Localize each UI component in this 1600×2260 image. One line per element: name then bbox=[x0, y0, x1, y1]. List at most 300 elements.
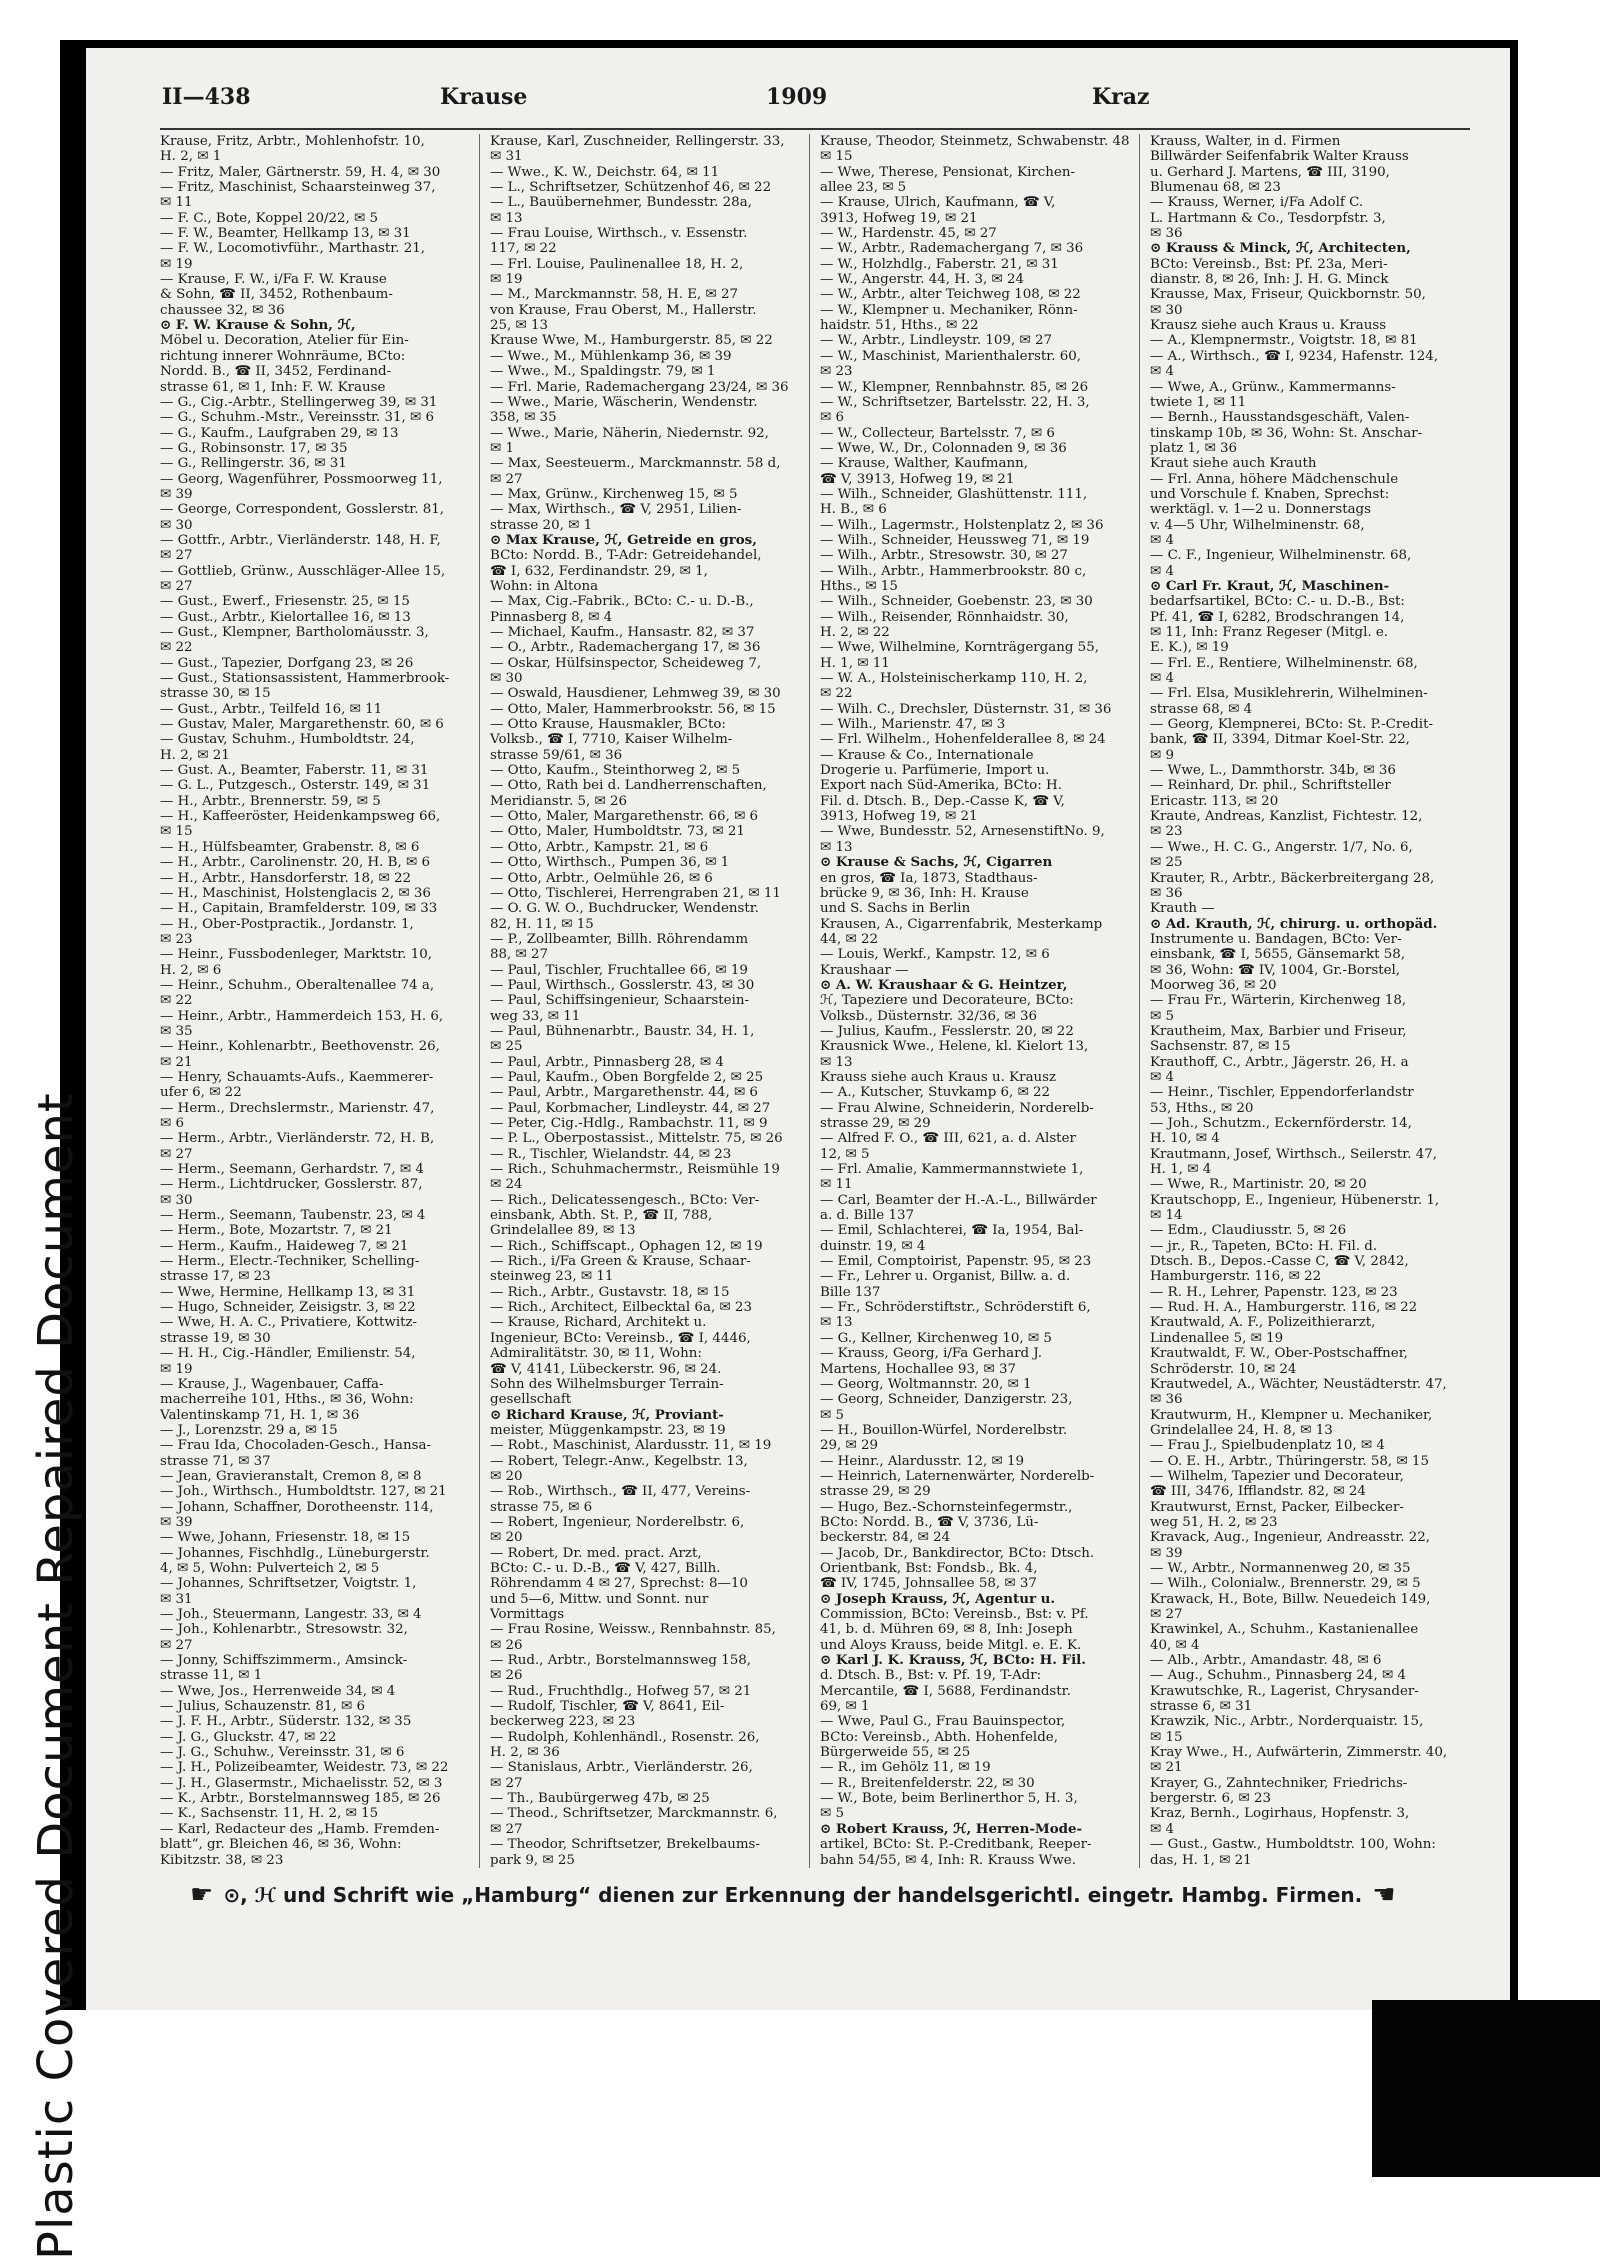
directory-entry-line: dianstr. 8, ✉ 26, Inh: J. H. G. Minck bbox=[1150, 272, 1389, 288]
directory-entry-line: von Krause, Frau Oberst, M., Hallerstr. bbox=[490, 302, 757, 318]
directory-entry-line: — G., Schuhm.-Mstr., Vereinsstr. 31, ✉ 6 bbox=[160, 410, 435, 426]
directory-entry-line: strasse 20, ✉ 1 bbox=[490, 517, 593, 533]
directory-entry-line: & Sohn, ☎ II, 3452, Rothenbaum- bbox=[160, 287, 393, 303]
directory-entry-line: Kraut siehe auch Krauth bbox=[1150, 456, 1317, 472]
directory-entry-line: ✉ 24 bbox=[490, 1177, 523, 1193]
directory-entry-line: strasse 29, ✉ 29 bbox=[820, 1484, 931, 1500]
directory-entry-line: — Johann, Schaffner, Dorotheenstr. 114, bbox=[160, 1499, 434, 1515]
directory-entry-line: — J. H., Glasermstr., Michaelisstr. 52, ✉ 3 bbox=[160, 1775, 443, 1791]
directory-entry-line: ✉ 27 bbox=[160, 1637, 193, 1653]
directory-entry-line: — W., Bote, beim Berlinerthor 5, H. 3, bbox=[820, 1791, 1078, 1807]
directory-entry-line: ✉ 4 bbox=[1150, 1069, 1174, 1085]
directory-entry-line: — Louis, Werkf., Kampstr. 12, ✉ 6 bbox=[820, 947, 1050, 963]
directory-entry-line: ⊙ Carl Fr. Kraut, ℋ, Maschinen- bbox=[1150, 577, 1390, 594]
directory-entry-line: — Wilh., Arbtr., Stresowstr. 30, ✉ 27 bbox=[820, 548, 1068, 564]
edge-label-strip bbox=[0, 840, 84, 2260]
directory-entry-line: ufer 6, ✉ 22 bbox=[160, 1085, 242, 1101]
directory-entry-line: — Gust., Ewerf., Friesenstr. 25, ✉ 15 bbox=[160, 594, 410, 610]
directory-entry-line: — Krauss, Werner, i/Fa Adolf C. bbox=[1150, 195, 1364, 211]
directory-entry-line: — Max, Grünw., Kirchenweg 15, ✉ 5 bbox=[490, 486, 738, 502]
directory-entry-line: — W., Arbtr., Normannenweg 20, ✉ 35 bbox=[1150, 1560, 1411, 1576]
directory-entry-line: — Otto, Wirthsch., Pumpen 36, ✉ 1 bbox=[490, 855, 730, 871]
directory-entry-line: u. Gerhard J. Martens, ☎ III, 3190, bbox=[1150, 164, 1390, 180]
directory-entry-line: ✉ 4 bbox=[1150, 671, 1174, 687]
directory-entry-line: Krautmann, Josef, Wirthsch., Seilerstr. 47, bbox=[1150, 1146, 1438, 1162]
directory-entry-line: — G., Rellingerstr. 36, ✉ 31 bbox=[160, 456, 347, 472]
directory-entry-line: Schröderstr. 10, ✉ 24 bbox=[1150, 1361, 1297, 1377]
directory-entry-line: Krautwurm, H., Klempner u. Mechaniker, bbox=[1150, 1407, 1433, 1423]
directory-entry-line: E. K.), ✉ 19 bbox=[1150, 640, 1229, 656]
directory-entry-line: — Herm., Seemann, Taubenstr. 23, ✉ 4 bbox=[160, 1208, 426, 1224]
directory-entry-line: — Karl, Redacteur des „Hamb. Fremden- bbox=[160, 1821, 440, 1837]
directory-entry-line: ✉ 39 bbox=[1150, 1545, 1183, 1561]
directory-entry-line: — Frl. E., Rentiere, Wilhelminenstr. 68, bbox=[1150, 655, 1418, 671]
directory-columns bbox=[160, 134, 1470, 1868]
directory-entry-line: Drogerie u. Parfümerie, Import u. bbox=[820, 763, 1050, 779]
directory-entry-line: — Heinr., Kohlenarbtr., Beethovenstr. 26, bbox=[160, 1039, 440, 1055]
directory-entry-line: — Krause, Walther, Kaufmann, bbox=[820, 456, 1028, 472]
directory-entry-line: — Carl, Beamter der H.-A.-L., Billwärder bbox=[820, 1192, 1097, 1208]
directory-entry-line: ⊙ Joseph Krauss, ℋ, Agentur u. bbox=[820, 1590, 1056, 1607]
directory-entry-line: ✉ 25 bbox=[490, 1039, 523, 1055]
directory-entry-line: — Peter, Cig.-Hdlg., Rambachstr. 11, ✉ 9 bbox=[490, 1116, 768, 1131]
directory-entry-line: H. B., ✉ 6 bbox=[820, 502, 887, 518]
directory-entry-line: ✉ 13 bbox=[820, 1054, 853, 1070]
directory-entry-line: — H., Bouillon-Würfel, Norderelbstr. bbox=[820, 1422, 1068, 1438]
directory-entry-line: ✉ 4 bbox=[1150, 563, 1174, 579]
directory-entry-line: — Otto, Tischlerei, Herrengraben 21, ✉ 11 bbox=[490, 885, 781, 901]
directory-entry-line: — Heinr., Schuhm., Oberaltenallee 74 a, bbox=[160, 977, 435, 993]
directory-entry-line: BCto: Nordd. B., ☎ V, 3736, Lü- bbox=[820, 1514, 1039, 1530]
directory-entry-line: ✉ 4 bbox=[1150, 364, 1174, 380]
directory-entry-line: — Julius, Kaufm., Fesslerstr. 20, ✉ 22 bbox=[820, 1023, 1074, 1039]
directory-entry-line: Kray Wwe., H., Aufwärterin, Zimmerstr. 40, bbox=[1150, 1745, 1448, 1761]
directory-entry-line: ☎ V, 3913, Hofweg 19, ✉ 21 bbox=[820, 471, 1015, 487]
directory-entry-line: ✉ 35 bbox=[160, 1023, 193, 1039]
directory-entry-line: — Robert, Dr. med. pract. Arzt, bbox=[490, 1545, 702, 1561]
directory-entry-line: ⊙ Krause & Sachs, ℋ, Cigarren bbox=[820, 854, 1053, 871]
directory-entry-line: ✉ 15 bbox=[160, 824, 193, 840]
directory-entry-line: — Frl. Wilhelm., Hohenfelderallee 8, ✉ 24 bbox=[820, 732, 1106, 748]
directory-entry-line: — Otto, Arbtr., Kampstr. 21, ✉ 6 bbox=[490, 839, 709, 855]
directory-entry-line: Dtsch. B., Depos.-Casse C, ☎ V, 2842, bbox=[1150, 1254, 1409, 1270]
directory-entry-line: — Rich., Architect, Eilbecktal 6a, ✉ 23 bbox=[490, 1300, 752, 1316]
directory-entry-line: — Georg, Wagenführer, Possmoorweg 11, bbox=[160, 471, 443, 487]
directory-entry-line: — Wilh., Schneider, Goebenstr. 23, ✉ 30 bbox=[820, 594, 1093, 610]
directory-entry-line: — Wilh., Schneider, Heussweg 71, ✉ 19 bbox=[820, 532, 1090, 548]
directory-entry-line: — Rich., Delicatessengesch., BCto: Ver- bbox=[490, 1192, 760, 1208]
directory-entry-line: — Wwe., K. W., Deichstr. 64, ✉ 11 bbox=[490, 164, 720, 180]
directory-entry-line: ✉ 26 bbox=[490, 1668, 523, 1684]
directory-entry-line: 4, ✉ 5, Wohn: Pulverteich 2, ✉ 5 bbox=[160, 1560, 380, 1576]
directory-entry-line: H. 2, ✉ 1 bbox=[160, 149, 222, 165]
directory-entry-line: — Johannes, Fischhdlg., Lüneburgerstr. bbox=[160, 1545, 430, 1561]
directory-entry-line: — Gottfr., Arbtr., Vierländerstr. 148, H. F, bbox=[160, 532, 441, 548]
directory-entry-line: — Bernh., Hausstandsgeschäft, Valen- bbox=[1150, 410, 1410, 426]
directory-entry-line: Hamburgerstr. 116, ✉ 22 bbox=[1150, 1269, 1322, 1285]
directory-entry-line: ✉ 20 bbox=[490, 1530, 523, 1546]
directory-entry-line: park 9, ✉ 25 bbox=[490, 1852, 575, 1868]
directory-entry-line: — Stanislaus, Arbtr., Vierländerstr. 26, bbox=[490, 1760, 753, 1776]
directory-entry-line: — Frau Louise, Wirthsch., v. Essenstr. bbox=[490, 226, 748, 242]
directory-entry-line: Kibitzstr. 38, ✉ 23 bbox=[160, 1852, 284, 1868]
directory-entry-line: Kraute, Andreas, Kanzlist, Fichtestr. 12, bbox=[1150, 809, 1423, 825]
column-3 bbox=[820, 134, 1140, 1868]
directory-entry-line: — Frl. Louise, Paulinenallee 18, H. 2, bbox=[490, 256, 744, 272]
directory-entry-line: — Herm., Bote, Mozartstr. 7, ✉ 21 bbox=[160, 1223, 393, 1239]
directory-entry-line: Krauthoff, C., Arbtr., Jägerstr. 26, H. a bbox=[1150, 1054, 1409, 1070]
directory-entry-line: H. 10, ✉ 4 bbox=[1150, 1131, 1220, 1147]
directory-entry-line: Krawutschke, R., Lagerist, Chrysander- bbox=[1150, 1683, 1419, 1699]
directory-entry-line: bedarfsartikel, BCto: C.- u. D.-B., Bst: bbox=[1150, 594, 1405, 610]
directory-entry-line: Orientbank, Bst: Fondsb., Bk. 4, bbox=[820, 1560, 1038, 1576]
directory-entry-line: macherreihe 101, Hths., ✉ 36, Wohn: bbox=[160, 1392, 414, 1408]
directory-entry-line: — H., Maschinist, Holstenglacis 2, ✉ 36 bbox=[160, 885, 431, 901]
directory-entry-line: ✉ 23 bbox=[160, 931, 193, 947]
directory-entry-line: — Joh., Wirthsch., Humboldtstr. 127, ✉ 21 bbox=[160, 1484, 447, 1500]
directory-entry-line: — Emil, Schlachterei, ☎ Ia, 1954, Bal- bbox=[820, 1223, 1084, 1239]
directory-entry-line: — W., Klempner, Rennbahnstr. 85, ✉ 26 bbox=[820, 379, 1089, 395]
directory-entry-line: — H., Ober-Postpractik., Jordanstr. 1, bbox=[160, 916, 414, 932]
directory-entry-line: — Wwe, Paul G., Frau Bauinspector, bbox=[820, 1714, 1066, 1730]
directory-entry-line: Wohn: in Altona bbox=[490, 578, 599, 594]
directory-entry-line: Krawinkel, A., Schuhm., Kastanienallee bbox=[1150, 1622, 1419, 1638]
directory-entry-line: — Wwe, Johann, Friesenstr. 18, ✉ 15 bbox=[160, 1530, 411, 1546]
directory-entry-line: — Otto, Maler, Margarethenstr. 66, ✉ 6 bbox=[490, 809, 759, 825]
directory-entry-line: — L., Bauübernehmer, Bundesstr. 28a, bbox=[490, 195, 752, 211]
scan-dark-corner bbox=[1372, 2000, 1600, 2177]
directory-entry-line: Volksb., Düsternstr. 32/36, ✉ 36 bbox=[820, 1008, 1037, 1024]
directory-entry-line: ✉ 15 bbox=[820, 149, 853, 165]
directory-entry-line: — Herm., Electr.-Techniker, Schelling- bbox=[160, 1254, 420, 1270]
directory-entry-line: strasse 71, ✉ 37 bbox=[160, 1453, 271, 1469]
directory-entry-line: ✉ 30 bbox=[490, 671, 523, 687]
directory-entry-line: — Gustav, Schuhm., Humboldtstr. 24, bbox=[160, 732, 415, 748]
directory-entry-line: — Rud. H. A., Hamburgerstr. 116, ✉ 22 bbox=[1150, 1300, 1418, 1316]
directory-entry-line: Martens, Hochallee 93, ✉ 37 bbox=[820, 1361, 1016, 1377]
directory-entry-line: — Gust., Arbtr., Teilfeld 16, ✉ 11 bbox=[160, 701, 383, 717]
directory-entry-line: Krause, Theodor, Steinmetz, Schwabenstr. 48 bbox=[820, 134, 1130, 149]
edge-label: Plastic Covered Document Repaired Document bbox=[28, 1092, 84, 2260]
directory-entry-line: ✉ 1 bbox=[490, 440, 514, 456]
directory-entry-line: ✉ 30 bbox=[160, 517, 193, 533]
directory-entry-line: tinskamp 10b, ✉ 36, Wohn: St. Anschar- bbox=[1150, 425, 1423, 441]
directory-entry-line: Krauss, Walter, in d. Firmen bbox=[1150, 134, 1341, 149]
directory-entry-line: — Rich., Arbtr., Gustavstr. 18, ✉ 15 bbox=[490, 1284, 730, 1300]
directory-entry-line: — J. G., Gluckstr. 47, ✉ 22 bbox=[160, 1729, 337, 1745]
directory-entry-line: — Krause, F. W., i/Fa F. W. Krause bbox=[160, 272, 387, 288]
directory-entry-line: chaussee 32, ✉ 36 bbox=[160, 302, 285, 318]
directory-entry-line: — Otto, Arbtr., Oelmühle 26, ✉ 6 bbox=[490, 870, 713, 886]
directory-entry-line: Ericastr. 113, ✉ 20 bbox=[1150, 793, 1279, 809]
directory-entry-line: — Wwe, L., Dammthorstr. 34b, ✉ 36 bbox=[1150, 763, 1396, 779]
directory-entry-line: Krautwald, A. F., Polizeithierarzt, bbox=[1150, 1315, 1376, 1331]
directory-entry-line: strasse 11, ✉ 1 bbox=[160, 1668, 263, 1684]
directory-entry-line: Krauth — bbox=[1150, 901, 1215, 917]
directory-entry-line: ✉ 27 bbox=[490, 471, 523, 487]
directory-entry-line: — O. E. H., Arbtr., Thüringerstr. 58, ✉ 15 bbox=[1150, 1453, 1429, 1469]
directory-entry-line: ✉ 26 bbox=[490, 1637, 523, 1653]
directory-entry-line: 69, ✉ 1 bbox=[820, 1699, 870, 1715]
directory-entry-line: — A., Wirthsch., ☎ I, 9234, Hafenstr. 124, bbox=[1150, 348, 1439, 364]
directory-entry-line: — G., Cig.-Arbtr., Stellingerweg 39, ✉ 31 bbox=[160, 394, 438, 410]
directory-entry-line: — Theod., Schriftsetzer, Marckmannstr. 6, bbox=[490, 1806, 778, 1822]
directory-entry-line: ✉ 11 bbox=[820, 1177, 853, 1193]
directory-entry-line: — W., Holzhdlg., Faberstr. 21, ✉ 31 bbox=[820, 256, 1059, 272]
directory-entry-line: — J. H., Polizeibeamter, Weidestr. 73, ✉ 22 bbox=[160, 1760, 449, 1776]
directory-entry-line: — H., Arbtr., Brennerstr. 59, ✉ 5 bbox=[160, 793, 381, 809]
directory-entry-line: beckerweg 223, ✉ 23 bbox=[490, 1714, 636, 1730]
directory-entry-line: — Jonny, Schiffszimmerm., Amsinck- bbox=[160, 1653, 408, 1669]
directory-entry-line: ✉ 39 bbox=[160, 486, 193, 502]
directory-entry-line: — Frau J., Spielbudenplatz 10, ✉ 4 bbox=[1150, 1438, 1385, 1454]
directory-entry-line: ✉ 27 bbox=[160, 548, 193, 564]
directory-entry-line: — Frl. Anna, höhere Mädchenschule bbox=[1150, 471, 1399, 487]
directory-entry-line: — Paul, Arbtr., Margarethenstr. 44, ✉ 6 bbox=[490, 1085, 758, 1101]
directory-entry-line: — Herm., Kaufm., Haideweg 7, ✉ 21 bbox=[160, 1238, 409, 1254]
header-rule bbox=[160, 128, 1470, 130]
directory-entry-line: ✉ 30 bbox=[160, 1192, 193, 1208]
directory-entry-line: — Emil, Comptoirist, Papenstr. 95, ✉ 23 bbox=[820, 1254, 1092, 1270]
header-name-left: Krause bbox=[440, 84, 528, 110]
directory-entry-line: Krause Wwe, M., Hamburgerstr. 85, ✉ 22 bbox=[490, 333, 773, 349]
directory-entry-line: — Heinr., Arbtr., Hammerdeich 153, H. 6, bbox=[160, 1008, 444, 1024]
directory-entry-line: Fil. d. Dtsch. B., Dep.-Casse K, ☎ V, bbox=[820, 793, 1065, 809]
directory-entry-line: ✉ 27 bbox=[1150, 1607, 1183, 1622]
directory-entry-line: Krayer, G., Zahntechniker, Friedrichs- bbox=[1150, 1775, 1408, 1791]
directory-entry-line: — Fritz, Maler, Gärtnerstr. 59, H. 4, ✉ 30 bbox=[160, 164, 441, 180]
directory-entry-line: — F. W., Locomotivführ., Marthastr. 21, bbox=[160, 241, 426, 257]
directory-entry-line: allee 23, ✉ 5 bbox=[820, 180, 907, 196]
directory-entry-line: Krautwedel, A., Wächter, Neustädterstr. 47, bbox=[1150, 1376, 1447, 1392]
directory-entry-line: 82, H. 11, ✉ 15 bbox=[490, 916, 594, 932]
directory-entry-line: — Oskar, Hülfsinspector, Scheideweg 7, bbox=[490, 655, 762, 671]
directory-entry-line: ✉ 20 bbox=[490, 1468, 523, 1484]
directory-entry-line: ✉ 4 bbox=[1150, 1821, 1174, 1837]
directory-entry-line: einsbank, ☎ I, 5655, Gänsemarkt 58, bbox=[1150, 947, 1406, 963]
directory-entry-line: Hths., ✉ 15 bbox=[820, 578, 898, 594]
directory-entry-line: — O., Arbtr., Rademachergang 17, ✉ 36 bbox=[490, 640, 761, 656]
directory-entry-line: ✉ 15 bbox=[1150, 1729, 1183, 1745]
directory-entry-line: — Henry, Schauamts-Aufs., Kaemmerer- bbox=[160, 1069, 434, 1085]
column-1 bbox=[160, 134, 480, 1868]
directory-entry-line: 3913, Hofweg 19, ✉ 21 bbox=[820, 210, 978, 226]
directory-entry-line: ✉ 4 bbox=[1150, 532, 1174, 548]
directory-entry-line: — Hugo, Schneider, Zeisigstr. 3, ✉ 22 bbox=[160, 1300, 416, 1316]
directory-entry-line: einsbank, Abth. St. P., ☎ II, 788, bbox=[490, 1208, 713, 1224]
directory-entry-line: — J. G., Schuhw., Vereinsstr. 31, ✉ 6 bbox=[160, 1745, 405, 1761]
directory-entry-line: — Krause, Ulrich, Kaufmann, ☎ V, bbox=[820, 195, 1056, 211]
directory-entry-line: — H., Hülfsbeamter, Grabenstr. 8, ✉ 6 bbox=[160, 839, 420, 855]
directory-entry-line: — A., Klempnermstr., Voigtstr. 18, ✉ 81 bbox=[1150, 333, 1418, 349]
directory-entry-line: — Joh., Steuermann, Langestr. 33, ✉ 4 bbox=[160, 1607, 422, 1622]
directory-entry-line: Möbel u. Decoration, Atelier für Ein- bbox=[160, 333, 409, 349]
directory-entry-line: strasse 17, ✉ 23 bbox=[160, 1269, 271, 1285]
directory-entry-line: — Fr., Schröderstiftstr., Schröderstift 6, bbox=[820, 1300, 1091, 1316]
directory-entry-line: und Vorschule f. Knaben, Sprechst: bbox=[1150, 486, 1390, 502]
page-number: II—438 bbox=[162, 84, 251, 110]
directory-entry-line: — Otto Krause, Hausmakler, BCto: bbox=[490, 717, 726, 733]
directory-entry-line: Krausz siehe auch Kraus u. Krauss bbox=[1150, 318, 1387, 334]
directory-entry-line: — Frl. Amalie, Kammermannstwiete 1, bbox=[820, 1162, 1084, 1178]
directory-entry-line: — Joh., Kohlenarbtr., Stresowstr. 32, bbox=[160, 1622, 408, 1638]
directory-entry-line: — Paul, Bühnenarbtr., Baustr. 34, H. 1, bbox=[490, 1023, 755, 1039]
directory-entry-line: bank, ☎ II, 3394, Ditmar Koel-Str. 22, bbox=[1150, 732, 1410, 748]
directory-entry-line: Lindenallee 5, ✉ 19 bbox=[1150, 1330, 1284, 1346]
directory-entry-line: ✉ 27 bbox=[160, 578, 193, 594]
directory-entry-line: — Gottlieb, Grünw., Ausschläger-Allee 15, bbox=[160, 563, 446, 579]
directory-entry-line: — Herm., Seemann, Gerhardstr. 7, ✉ 4 bbox=[160, 1162, 424, 1178]
directory-entry-line: d. Dtsch. B., Bst: v. Pf. 19, T-Adr: bbox=[820, 1668, 1042, 1684]
directory-entry-line: ✉ 22 bbox=[820, 686, 853, 702]
directory-entry-line: strasse 59/61, ✉ 36 bbox=[490, 747, 623, 763]
directory-entry-line: Krawack, H., Bote, Billw. Neuedeich 149, bbox=[1150, 1591, 1431, 1607]
directory-entry-line: en gros, ☎ Ia, 1873, Stadthaus- bbox=[820, 870, 1038, 886]
directory-entry-line: Mercantile, ☎ I, 5688, Ferdinandstr. bbox=[820, 1683, 1071, 1699]
directory-entry-line: — Heinr., Tischler, Eppendorferlandstr bbox=[1150, 1085, 1414, 1101]
directory-entry-line: ☎ V, 4141, Lübeckerstr. 96, ✉ 24. bbox=[490, 1361, 722, 1377]
directory-entry-line: — Jean, Gravieranstalt, Cremon 8, ✉ 8 bbox=[160, 1468, 422, 1484]
directory-entry-line: — Rud., Arbtr., Borstelmannsweg 158, bbox=[490, 1653, 752, 1669]
directory-entry-line: blatt“, gr. Bleichen 46, ✉ 36, Wohn: bbox=[160, 1837, 402, 1853]
scan-border-top bbox=[60, 40, 1518, 48]
directory-entry-line: — Johannes, Schriftsetzer, Voigtstr. 1, bbox=[160, 1576, 417, 1592]
directory-entry-line: 25, ✉ 13 bbox=[490, 318, 549, 334]
directory-entry-line: — Reinhard, Dr. phil., Schriftsteller bbox=[1150, 778, 1391, 794]
directory-entry-line: — K., Sachsenstr. 11, H. 2, ✉ 15 bbox=[160, 1806, 379, 1822]
directory-entry-line: — W., Arbtr., alter Teichweg 108, ✉ 22 bbox=[820, 287, 1081, 303]
directory-entry-line: — Rud., Fruchthdlg., Hofweg 57, ✉ 21 bbox=[490, 1683, 752, 1699]
directory-entry-line: ⊙ Max Krause, ℋ, Getreide en gros, bbox=[490, 531, 757, 548]
directory-entry-line: 88, ✉ 27 bbox=[490, 947, 549, 963]
directory-entry-line: — Theodor, Schriftsetzer, Brekelbaums- bbox=[490, 1837, 760, 1853]
directory-entry-line: — Wwe., H. C. G., Angerstr. 1/7, No. 6, bbox=[1150, 839, 1413, 855]
directory-entry-line: — Fritz, Maschinist, Schaarsteinweg 37, bbox=[160, 180, 436, 196]
directory-entry-line: — Wwe, R., Martinistr. 20, ✉ 20 bbox=[1150, 1177, 1367, 1193]
directory-entry-line: ⊙ Krauss & Minck, ℋ, Architecten, bbox=[1150, 240, 1411, 257]
directory-entry-line: ✉ 23 bbox=[820, 364, 853, 380]
directory-entry-line: — Wilh., Colonialw., Brennerstr. 29, ✉ 5 bbox=[1150, 1576, 1421, 1592]
directory-entry-line: ✉ 19 bbox=[160, 256, 193, 272]
directory-entry-line: Export nach Süd-Amerika, BCto: H. bbox=[820, 778, 1062, 794]
directory-entry-line: H. 2, ✉ 22 bbox=[820, 625, 890, 640]
directory-entry-line: ✉ 11 bbox=[160, 195, 193, 211]
directory-entry-line: Krautschopp, E., Ingenieur, Hübenerstr. 1, bbox=[1150, 1192, 1440, 1208]
directory-entry-line: — Paul, Kaufm., Oben Borgfelde 2, ✉ 25 bbox=[490, 1069, 764, 1085]
directory-entry-line: Kraushaar — bbox=[820, 962, 909, 978]
directory-entry-line: BCto: Nordd. B., T-Adr: Getreidehandel, bbox=[490, 548, 762, 564]
directory-entry-line: — Jacob, Dr., Bankdirector, BCto: Dtsch. bbox=[820, 1545, 1095, 1561]
directory-entry-line: Kravack, Aug., Ingenieur, Andreasstr. 22, bbox=[1150, 1530, 1431, 1546]
pointing-hand-right-icon: ☚ bbox=[1372, 1880, 1396, 1910]
directory-entry-line: — Heinrich, Laternenwärter, Norderelb- bbox=[820, 1468, 1095, 1484]
directory-entry-line: — R., Tischler, Wielandstr. 44, ✉ 23 bbox=[490, 1146, 732, 1162]
directory-entry-line: — Otto, Rath bei d. Landherrenschaften, bbox=[490, 778, 767, 794]
directory-entry-line: — Frau Rosine, Weissw., Rennbahnstr. 85, bbox=[490, 1622, 776, 1638]
directory-entry-line: — W., Klempner u. Mechaniker, Rönn- bbox=[820, 302, 1078, 318]
directory-entry-line: — L., Schriftsetzer, Schützenhof 46, ✉ 22 bbox=[490, 180, 772, 196]
directory-entry-line: Instrumente u. Bandagen, BCto: Ver- bbox=[1150, 931, 1402, 947]
directory-entry-line: weg 51, H. 2, ✉ 23 bbox=[1150, 1514, 1278, 1530]
directory-entry-line: und 5—6, Mittw. und Sonnt. nur bbox=[490, 1591, 709, 1607]
directory-entry-line: — A., Kutscher, Stuvkamp 6, ✉ 22 bbox=[820, 1085, 1051, 1101]
footer-legend: ⊙, ℋ und Schrift wie „Hamburg“ dienen zur Erkennung der handelsgerichtl. eingetr. Hambg. Firmen. bbox=[223, 1883, 1363, 1907]
directory-entry-line: Krautwurst, Ernst, Packer, Eilbecker- bbox=[1150, 1499, 1404, 1515]
directory-entry-line: ✉ 21 bbox=[160, 1054, 193, 1070]
directory-entry-line: — Wwe, H. A. C., Privatiere, Kottwitz- bbox=[160, 1315, 418, 1331]
directory-entry-line: — Heinr., Fussbodenleger, Marktstr. 10, bbox=[160, 947, 432, 963]
directory-entry-line: — Gustav, Maler, Margarethenstr. 60, ✉ 6 bbox=[160, 717, 444, 733]
directory-entry-line: strasse 29, ✉ 29 bbox=[820, 1116, 931, 1131]
directory-entry-line: — P., Zollbeamter, Billh. Röhrendamm bbox=[490, 931, 749, 947]
directory-entry-line: Krautheim, Max, Barbier und Friseur, bbox=[1150, 1023, 1407, 1039]
directory-entry-line: — Wilh. C., Drechsler, Düsternstr. 31, ✉ 36 bbox=[820, 701, 1112, 717]
directory-entry-line: H. 2, ✉ 21 bbox=[160, 747, 230, 763]
directory-entry-line: Moorweg 36, ✉ 20 bbox=[1150, 977, 1277, 993]
directory-entry-line: — Alfred F. O., ☎ III, 621, a. d. Alster bbox=[820, 1131, 1076, 1147]
directory-entry-line: Krawzik, Nic., Arbtr., Norderquaistr. 15, bbox=[1150, 1714, 1424, 1730]
directory-entry-line: ✉ 27 bbox=[160, 1146, 193, 1162]
directory-entry-line: ✉ 31 bbox=[490, 149, 523, 165]
directory-entry-line: — Herm., Arbtr., Vierländerstr. 72, H. B, bbox=[160, 1131, 435, 1147]
directory-entry-line: Krauter, R., Arbtr., Bäckerbreitergang 28, bbox=[1150, 870, 1435, 886]
directory-entry-line: ✉ 19 bbox=[490, 272, 523, 288]
directory-entry-line: Blumenau 68, ✉ 23 bbox=[1150, 180, 1281, 196]
directory-entry-line: — Rudolph, Kohlenhändl., Rosenstr. 26, bbox=[490, 1729, 760, 1745]
directory-entry-line: — H., Arbtr., Carolinenstr. 20, H. B, ✉ 6 bbox=[160, 855, 431, 871]
directory-entry-line: — Georg, Klempnerei, BCto: St. P.-Credit- bbox=[1150, 717, 1433, 733]
directory-entry-line: — Alb., Arbtr., Amandastr. 48, ✉ 6 bbox=[1150, 1653, 1382, 1669]
directory-entry-line: — R. H., Lehrer, Papenstr. 123, ✉ 23 bbox=[1150, 1284, 1398, 1300]
directory-entry-line: — Wwe., Marie, Wäscherin, Wendenstr. bbox=[490, 394, 758, 410]
directory-entry-line: — Krause, Richard, Architekt u. bbox=[490, 1315, 707, 1331]
directory-entry-line: — W., Collecteur, Bartelsstr. 7, ✉ 6 bbox=[820, 425, 1055, 441]
directory-entry-line: artikel, BCto: St. P.-Creditbank, Reeper- bbox=[820, 1837, 1092, 1853]
directory-entry-line: ✉ 5 bbox=[820, 1407, 844, 1423]
directory-entry-line: — Gust., Arbtr., Kielortallee 16, ✉ 13 bbox=[160, 609, 411, 625]
directory-entry-line: strasse 30, ✉ 15 bbox=[160, 686, 271, 702]
directory-entry-line: ℋ, Tapeziere und Decorateure, BCto: bbox=[820, 993, 1074, 1009]
directory-entry-line: — Julius, Schauzenstr. 81, ✉ 6 bbox=[160, 1699, 365, 1715]
directory-entry-line: — Hugo, Bez.-Schornsteinfegermstr., bbox=[820, 1499, 1073, 1515]
directory-entry-line: — Wwe, Bundesstr. 52, ArnesenstiftNo. 9, bbox=[820, 824, 1105, 840]
directory-entry-line: bergerstr. 6, ✉ 23 bbox=[1150, 1791, 1272, 1807]
directory-entry-line: — Otto, Kaufm., Steinthorweg 2, ✉ 5 bbox=[490, 763, 741, 779]
directory-entry-line: — Wwe, Wilhelmine, Kornträgergang 55, bbox=[820, 640, 1099, 656]
directory-entry-line: ✉ 23 bbox=[1150, 824, 1183, 840]
directory-entry-line: — Rich., Schiffscapt., Ophagen 12, ✉ 19 bbox=[490, 1238, 763, 1254]
directory-entry-line: ✉ 5 bbox=[820, 1806, 844, 1822]
directory-entry-line: ✉ 21 bbox=[1150, 1760, 1183, 1776]
directory-entry-line: v. 4—5 Uhr, Wilhelminenstr. 68, bbox=[1150, 517, 1365, 533]
directory-entry-line: Grindelallee 24, H. 8, ✉ 13 bbox=[1150, 1422, 1333, 1438]
directory-entry-line: — Paul, Tischler, Fruchtallee 66, ✉ 19 bbox=[490, 962, 748, 978]
directory-entry-line: Volksb., ☎ I, 7710, Kaiser Wilhelm- bbox=[490, 732, 733, 748]
directory-entry-line: — G., Kellner, Kirchenweg 10, ✉ 5 bbox=[820, 1330, 1052, 1346]
directory-entry-line: 53, Hths., ✉ 20 bbox=[1150, 1100, 1254, 1116]
directory-entry-line: — Wwe, Jos., Herrenweide 34, ✉ 4 bbox=[160, 1683, 396, 1699]
directory-entry-line: — G. L., Putzgesch., Osterstr. 149, ✉ 31 bbox=[160, 778, 431, 794]
directory-entry-line: ✉ 22 bbox=[160, 640, 193, 656]
directory-entry-line: — Paul, Arbtr., Pinnasberg 28, ✉ 4 bbox=[490, 1054, 724, 1070]
directory-entry-line: a. d. Bille 137 bbox=[820, 1208, 915, 1224]
directory-entry-line: — Max, Seesteuerm., Marckmannstr. 58 d, bbox=[490, 456, 781, 472]
directory-entry-line: — Frl. Marie, Rademachergang 23/24, ✉ 36 bbox=[490, 379, 789, 395]
directory-entry-line: — Joh., Schutzm., Eckernförderstr. 14, bbox=[1150, 1116, 1412, 1131]
directory-entry-line: ⊙ Richard Krause, ℋ, Proviant- bbox=[490, 1406, 724, 1423]
directory-entry-line: — Herm., Drechslermstr., Marienstr. 47, bbox=[160, 1100, 435, 1116]
directory-entry-line: Meridianstr. 5, ✉ 26 bbox=[490, 793, 628, 809]
